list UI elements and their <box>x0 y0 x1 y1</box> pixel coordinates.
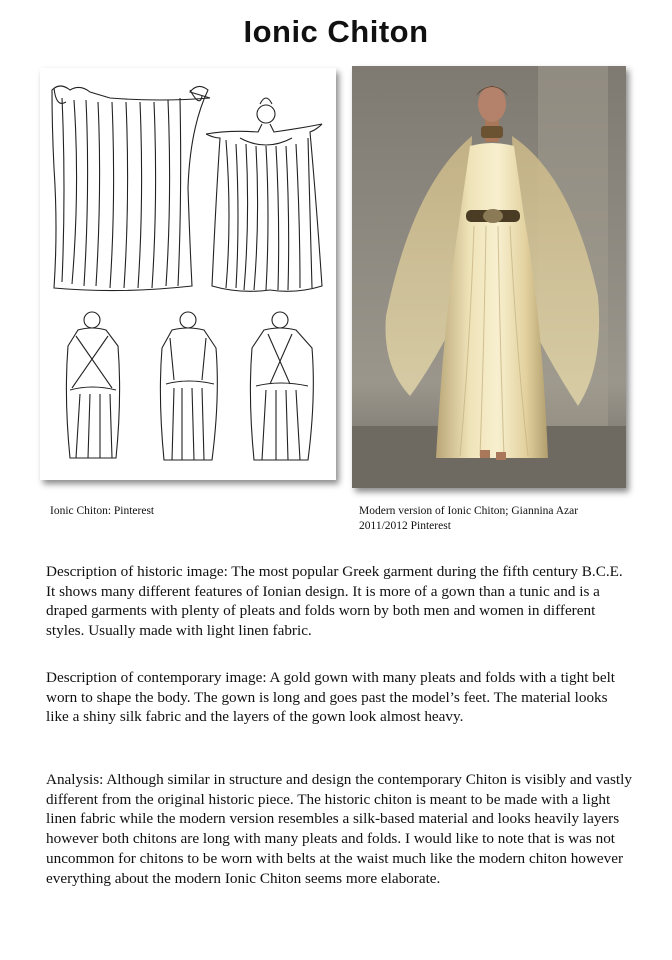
historic-description-paragraph: Description of historic image: The most popular Greek garment during the fifth century B.C.E. It shows many different features of Ionian design. It is more of a gown than a tunic and is a draped garments with plenty of pleats and folds worn by both men and women in different styles. Usually made with light linen fabric. <box>46 563 623 640</box>
page-title: Ionic Chiton <box>243 14 429 49</box>
modern-caption-line1: Modern version of Ionic Chiton; Giannina Azar <box>359 505 579 517</box>
modern-caption-line2: 2011/2012 Pinterest <box>359 520 451 532</box>
back-view-figure-2 <box>160 312 217 460</box>
historic-image-caption: Ionic Chiton: Pinterest <box>50 505 155 517</box>
back-view-figure-1 <box>66 312 119 458</box>
historic-chiton-illustration <box>40 68 336 480</box>
back-view-figure-3 <box>250 312 313 460</box>
flat-chiton-drawing <box>52 86 210 291</box>
contemporary-description-paragraph: Description of contemporary image: A gold gown with many pleats and folds with a tight belt worn to shape the body. The gown is long and goes past the model’s feet. The material looks like a shiny silk fabric and the layers of the gown look almost heavy. <box>46 669 616 726</box>
modern-image-caption <box>359 504 629 534</box>
collar <box>481 126 503 138</box>
figure-head <box>257 105 275 123</box>
modern-chiton-photo <box>352 66 626 488</box>
model-head <box>478 86 506 122</box>
analysis-paragraph: Analysis: Although similar in structure and design the contemporary Chiton is visibly and vastly different from the original historic piece. The historic chiton is meant to be made with a light linen fabric while the modern version resembles a silk-based material and looks heavily layers however both chitons are long with many pleats and folds. I would like to note that is was not uncommon for chitons to be worn with belts at the waist much like the modern chiton however everything about the modern Ionic Chiton seems more elaborate. <box>46 771 632 887</box>
